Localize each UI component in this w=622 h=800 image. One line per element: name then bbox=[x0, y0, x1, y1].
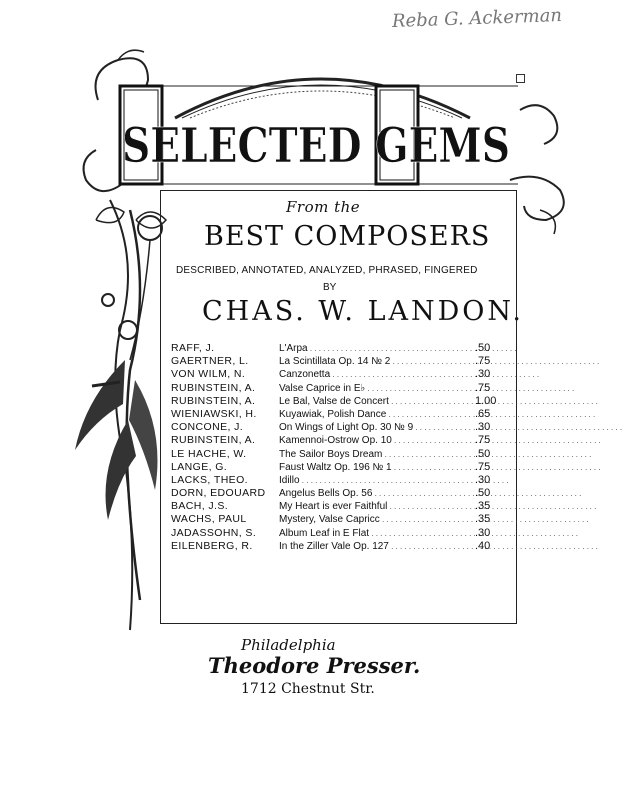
piece-price: .40 bbox=[475, 539, 491, 552]
composer-name: VON WILM, N. bbox=[171, 368, 246, 381]
piece-title: Kuyawiak, Polish Dance . . . bbox=[279, 408, 471, 421]
piece-price: .75 bbox=[475, 434, 491, 447]
list-item bbox=[171, 342, 511, 355]
composer-name: LANGE, G. bbox=[171, 460, 228, 473]
piece-title: Kamennoi-Ostrow Op. 10 . . . bbox=[279, 434, 471, 447]
description-line: DESCRIBED, ANNOTATED, ANALYZED, PHRASED, FINGERED bbox=[176, 265, 478, 276]
composer-name: WACHS, PAUL bbox=[171, 513, 247, 526]
list-item bbox=[171, 540, 511, 553]
piece-price: .75 bbox=[475, 460, 491, 473]
composer-name: WIENIAWSKI, H. bbox=[171, 407, 257, 420]
title-text: SELECTED GEMS bbox=[122, 118, 510, 174]
list-item bbox=[171, 448, 511, 461]
piece-title: La Scintillata Op. 14 № 2 . . . bbox=[279, 355, 471, 368]
list-item bbox=[171, 500, 511, 513]
piece-title: Mystery, Valse Capricc . . . bbox=[279, 513, 471, 526]
composer-name: EILENBERG, R. bbox=[171, 539, 253, 552]
piece-price: .50 bbox=[475, 342, 491, 354]
composer-name: RUBINSTEIN, A. bbox=[171, 434, 256, 447]
piece-price: .35 bbox=[475, 513, 491, 526]
composer-name: LE HACHE, W. bbox=[171, 447, 247, 460]
composer-name: BACH, J.S. bbox=[171, 500, 229, 513]
piece-title: My Heart is ever Faithful . . . bbox=[279, 500, 471, 513]
publisher-address: 1712 Chestnut Str. bbox=[241, 681, 375, 697]
handwritten-signature: Reba G. Ackerman bbox=[391, 5, 563, 32]
piece-title: Angelus Bells Op. 56 . . . bbox=[279, 487, 471, 500]
pieces-list bbox=[171, 342, 511, 553]
publisher-name: Theodore Presser. bbox=[208, 653, 421, 678]
piece-price: .30 bbox=[475, 526, 491, 539]
piece-price: .50 bbox=[475, 487, 491, 500]
piece-price: .65 bbox=[475, 407, 491, 420]
subtitle-from-the: From the bbox=[286, 198, 361, 216]
piece-title: Faust Waltz Op. 196 № 1 . . . bbox=[279, 461, 471, 474]
piece-price: .50 bbox=[475, 447, 491, 460]
piece-title: On Wings of Light Op. 30 № 9 . . . bbox=[279, 421, 471, 434]
publisher-city: Philadelphia bbox=[241, 636, 336, 654]
list-item bbox=[171, 487, 511, 500]
piece-price: .75 bbox=[475, 381, 491, 394]
list-item bbox=[171, 421, 511, 434]
piece-title: Idillo . . . bbox=[279, 474, 471, 487]
list-item bbox=[171, 474, 511, 487]
piece-title: L'Arpa . . . bbox=[279, 342, 471, 355]
author-name: CHAS. W. LANDON. bbox=[202, 296, 524, 327]
piece-title: Le Bal, Valse de Concert . . . bbox=[279, 395, 471, 408]
piece-title: Album Leaf in E Flat . . . bbox=[279, 527, 471, 540]
piece-price: .30 bbox=[475, 473, 491, 486]
composer-name: RUBINSTEIN, A. bbox=[171, 394, 256, 407]
list-item bbox=[171, 513, 511, 526]
list-item bbox=[171, 368, 511, 381]
piece-price: .30 bbox=[475, 421, 491, 434]
by-label: BY bbox=[323, 282, 337, 293]
list-item bbox=[171, 382, 511, 395]
composer-name: CONCONE, J. bbox=[171, 421, 244, 434]
piece-title: The Sailor Boys Dream . . . bbox=[279, 448, 471, 461]
piece-price: 1.00 bbox=[475, 394, 497, 407]
composer-name: RUBINSTEIN, A. bbox=[171, 381, 256, 394]
composer-name: JADASSOHN, S. bbox=[171, 526, 257, 539]
list-item bbox=[171, 408, 511, 421]
piece-title: Canzonetta . . . bbox=[279, 368, 471, 381]
piece-title: Valse Caprice in E♭ . . . bbox=[279, 382, 471, 395]
piece-price: .35 bbox=[475, 500, 491, 513]
composer-name: GAERTNER, L. bbox=[171, 355, 249, 368]
list-item bbox=[171, 527, 511, 540]
list-item bbox=[171, 434, 511, 447]
piece-title: In the Ziller Vale Op. 127 . . . bbox=[279, 540, 471, 553]
list-item bbox=[171, 355, 511, 368]
piece-price: .75 bbox=[475, 355, 491, 368]
subtitle-best-composers: BEST COMPOSERS bbox=[204, 221, 491, 252]
title-banner bbox=[116, 86, 516, 184]
composer-name: RAFF, J. bbox=[171, 342, 215, 354]
composer-name: LACKS, THEO. bbox=[171, 473, 248, 486]
composer-name: DORN, EDOUARD bbox=[171, 487, 266, 500]
list-item bbox=[171, 395, 511, 408]
piece-price: .30 bbox=[475, 368, 491, 381]
list-item bbox=[171, 461, 511, 474]
